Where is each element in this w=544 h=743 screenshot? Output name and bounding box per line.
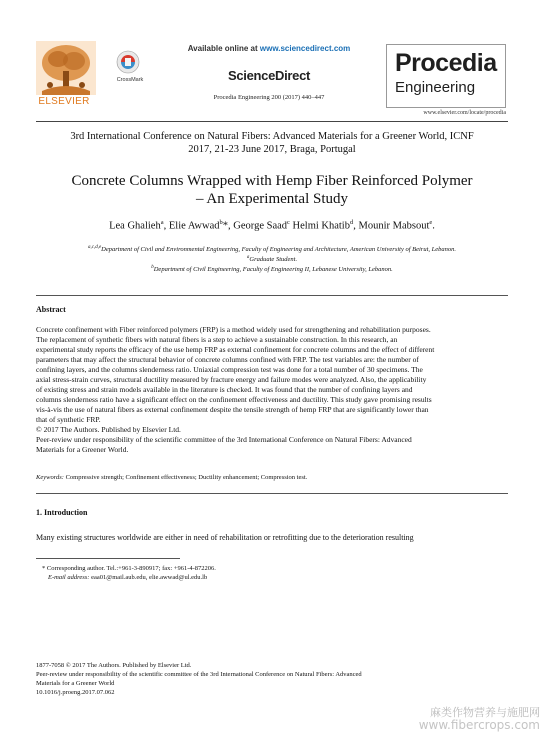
author-sup: d bbox=[349, 219, 354, 226]
affiliation bbox=[36, 255, 508, 263]
abstract-body bbox=[36, 325, 506, 455]
abstract-line: Concrete confinement with Fiber reinforced polymers (FRP) is a method widely used for strengthening and rehabilitation purposes. bbox=[36, 325, 431, 334]
conference-info bbox=[36, 130, 508, 156]
author-separator: , bbox=[163, 220, 169, 232]
abstract-line: parameters that may affect the structural behavior of concrete columns confined with FRP. The test variables are: the number of bbox=[36, 355, 419, 364]
peer-review-line: Peer-review under responsibility of the scientific committee of the 3rd International Conference on Natural Fibers: Advanced bbox=[36, 435, 412, 444]
introduction-text: Many existing structures worldwide are either in need of rehabilitation or retrofitting due to the deterioration resulting bbox=[36, 533, 414, 542]
affiliation-sup: a bbox=[246, 255, 250, 260]
abstract-bottom-divider bbox=[36, 493, 508, 494]
abstract-line: experimental study reports the efficacy of the use hemp FRP as external confinement for concrete columns and the effect of different bbox=[36, 345, 435, 354]
author-sup: c bbox=[287, 219, 290, 226]
abstract-line: of existing stress and strain models available in the literature is checked. It was found that the number of confining layers and bbox=[36, 385, 413, 394]
author-separator: . bbox=[432, 220, 435, 232]
keywords-label: Keywords: bbox=[36, 474, 64, 481]
abstract-line: confining layers, and the columns slenderness ratio. Uniaxial compression test was done for a total number of 30 specimens. The bbox=[36, 365, 423, 374]
email-label: E-mail address: bbox=[48, 574, 90, 581]
journal-url[interactable]: www.elsevier.com/locate/procedia bbox=[423, 110, 506, 116]
doi-line[interactable]: 10.1016/j.proeng.2017.07.062 bbox=[36, 689, 115, 696]
publisher-logo-text: ELSEVIER bbox=[38, 96, 90, 107]
affiliation-sup: a,c,d,e bbox=[87, 245, 102, 250]
journal-brand-line2: Engineering bbox=[395, 79, 476, 96]
introduction-heading: 1. Introduction bbox=[36, 508, 88, 517]
crossmark-label: CrossMark bbox=[116, 77, 144, 83]
author-sup: a bbox=[160, 219, 164, 226]
author-list bbox=[36, 219, 508, 232]
author-name: Lea Ghalieh bbox=[109, 220, 161, 232]
sciencedirect-link[interactable]: www.sciencedirect.com bbox=[259, 44, 351, 53]
bottom-publication-info bbox=[36, 661, 508, 697]
platform-title: ScienceDirect bbox=[227, 68, 311, 83]
header-divider bbox=[36, 121, 508, 122]
affiliation-text: Graduate Student. bbox=[249, 256, 298, 264]
author-name: Elie Awwad bbox=[168, 220, 220, 232]
peer-review-line: Materials for a Greener World. bbox=[36, 445, 129, 454]
abstract-line: columns slenderness ratio have a significant effect on the confinement effectiveness and ductility. This study gave promising results bbox=[36, 395, 432, 404]
peer-review-footer-line: Peer-review under responsibility of the scientific committee of the 3rd International Conference on Natural Fibers: Advanced bbox=[36, 671, 362, 678]
paper-title bbox=[36, 172, 508, 208]
footnote-divider bbox=[36, 558, 180, 559]
available-online-line bbox=[154, 44, 384, 53]
paper-title-line2: – An Experimental Study bbox=[195, 191, 349, 207]
keywords-text: Compressive strength; Confinement effectiveness; Ductility enhancement; Compression test. bbox=[63, 474, 308, 481]
email-value[interactable]: eaa01@mail.aub.edu, elie.awwad@ul.edu.lb bbox=[89, 574, 208, 581]
affiliation bbox=[36, 265, 508, 273]
issn-line: 1877-7058 © 2017 The Authors. Published by Elsevier Ltd. bbox=[36, 662, 192, 669]
abstract-line: vis-à-vis the use of natural fibers as external confinement despite the tensile strength of hemp FRP that are significantly lower than bbox=[36, 405, 429, 414]
abstract-line: The replacement of synthetic fibers with natural fibers is a step to achieve a sustainable construction. In this research, an bbox=[36, 335, 398, 344]
keywords bbox=[36, 474, 508, 481]
available-online-prefix: Available online at bbox=[187, 44, 260, 53]
affiliation-text: Department of Civil Engineering, Faculty of Engineering II, Lebanese University, Lebanon. bbox=[153, 266, 393, 274]
conference-line2: 2017, 21-23 June 2017, Braga, Portugal bbox=[188, 144, 356, 155]
peer-review-footer-line: Materials for a Greener World bbox=[36, 680, 115, 687]
abstract-line: that of synthetic FRP. bbox=[36, 415, 101, 424]
author-name: George Saad bbox=[233, 220, 288, 232]
watermark-line1: 麻类作物营养与施肥网 bbox=[430, 706, 540, 719]
journal-reference: Procedia Engineering 200 (2017) 440–447 bbox=[213, 94, 325, 101]
author-separator: , bbox=[353, 220, 359, 232]
abstract-top-divider bbox=[36, 295, 508, 296]
copyright-line: © 2017 The Authors. Published by Elsevier Ltd. bbox=[36, 425, 181, 434]
affiliation-text: Department of Civil and Environmental Engineering, Faculty of Engineering and Architecture, American University of Beirut, Lebanon. bbox=[101, 246, 457, 254]
journal-brand-line1: Procedia bbox=[395, 49, 497, 77]
author-sup: e bbox=[429, 219, 433, 226]
journal-brand-logo bbox=[386, 44, 506, 108]
abstract-line: axial stress-strain curves, structural ductility measured by fracture energy and failure modes were analyzed. Also, the applicability bbox=[36, 375, 427, 384]
corresponding-author: * Corresponding author. Tel.:+961-3-890917; fax: +961-4-872206. bbox=[42, 565, 216, 572]
affiliation bbox=[36, 245, 508, 253]
email-line bbox=[36, 573, 508, 582]
author-name: Mounir Mabsout bbox=[358, 220, 430, 232]
author-name: Helmi Khatib bbox=[292, 220, 350, 232]
paper-title-line1: Concrete Columns Wrapped with Hemp Fiber Reinforced Polymer bbox=[71, 173, 473, 189]
affiliation-sup: b bbox=[151, 265, 154, 270]
author-separator: *, bbox=[222, 220, 234, 232]
conference-line1: 3rd International Conference on Natural Fibers: Advanced Materials for a Greener World, ICNF bbox=[70, 131, 474, 142]
watermark bbox=[364, 706, 540, 732]
watermark-line2: www.fibercrops.com bbox=[418, 718, 540, 732]
abstract-heading: Abstract bbox=[36, 305, 66, 314]
author-sup: b bbox=[219, 219, 223, 226]
crossmark-icon[interactable] bbox=[116, 50, 140, 78]
footnote bbox=[36, 564, 508, 582]
